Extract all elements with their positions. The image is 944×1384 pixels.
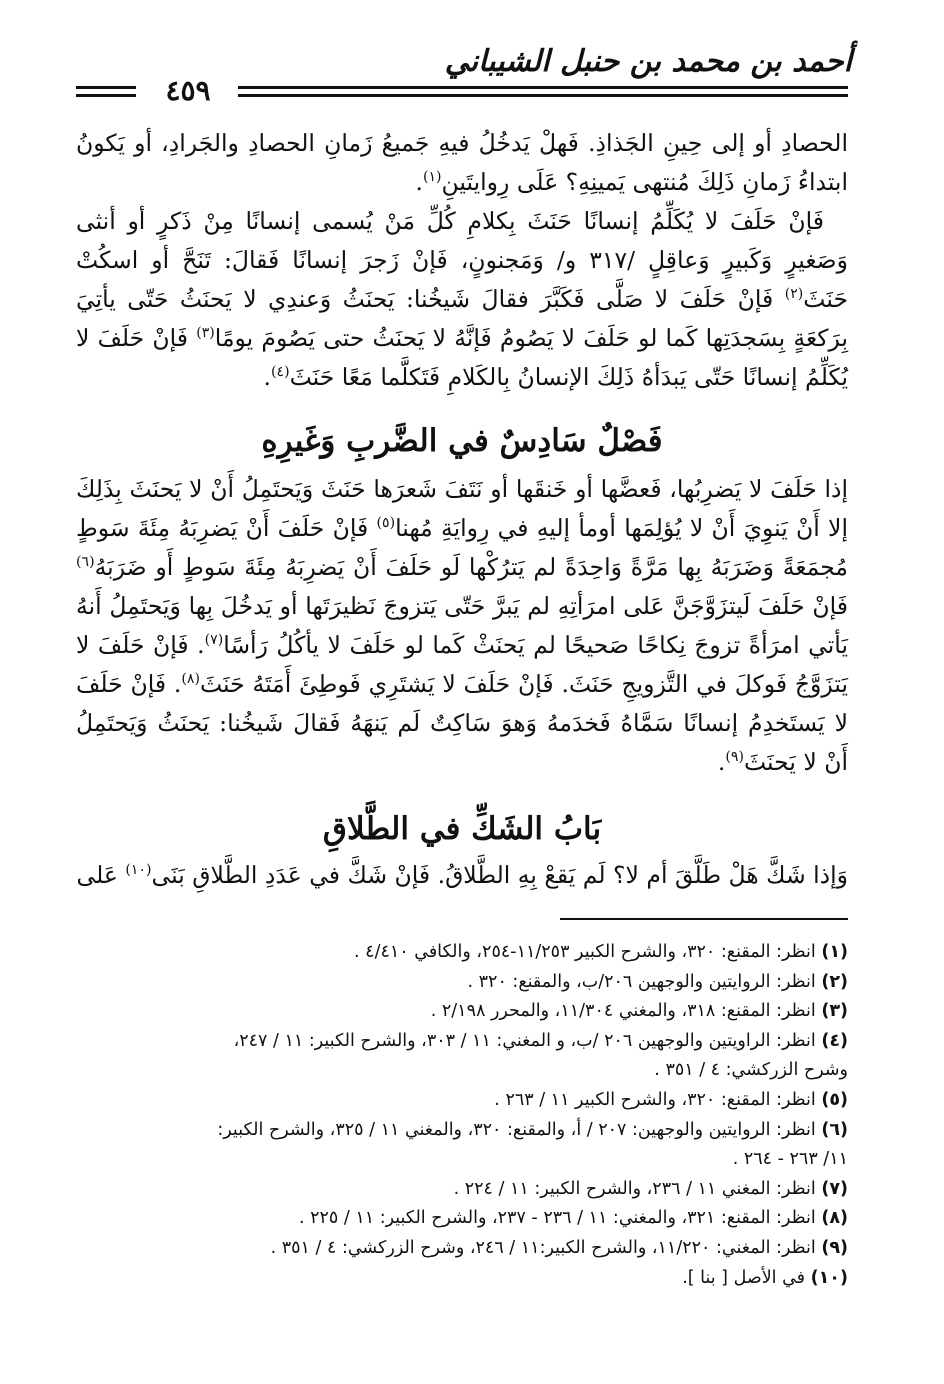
- section-heading-sixth-chapter: فَصْلٌ سَادِسٌ في الضَّربِ وَغَيرِهِ: [261, 423, 663, 459]
- paragraph-3: إذا حَلَفَ لا يَضرِبُها، فَعضَّها أو خَنقَها أو نَتَفَ شَعرَها حَنَثَ وَيَحتَمِلُ أَنْ لا يَحنَثَ بِذَلِكَ إلا أَنْ يَنوِيَ أَنْ لا يُؤلِمَها أومأ إليهِ في رِوايَةِ مُهنا$^{(٥)}$ فَإنْ حَلَفَ أَنْ يَضرِبَهُ مِئَةَ سَوطٍ مُجمَعَةً وَضَرَبَهُ بِها مَرَّةً وَاحِدَةً لم يَترُكْها لَو حَلَفَ أَنْ يَضرِبَهُ مِئَةَ سَوطٍ أَو ضَرَبَهُ$^{(٦)}$ فَإنْ حَلَفَ لَيتزَوَّجَنَّ عَلى امرَأتِهِ لم يَبرَّ حَتّى يَتزوجَ نَظيرَتَها أو يَدخُلَ بِها وَيَحتَمِلُ أَنهُ يَأتي امرَأةً تزوجَ نِكاحًا صَحيحًا لم يَحنَثْ كَما لو حَلَفَ لا يأكُلُ رَأسًا$^{(٧)}$. فَإنْ حَلَفَ لا يَتزَوَّجُ فَوكلَ في التَّزويجِ حَنَثَ. فَإنْ حَلَفَ لا يَشتَرِي فَوطِئَ أَمَتَهُ حَنَثَ$^{(٨)}$. فَإنْ حَلَفَ لا يَستَخدِمُ إنسانًا سَمَّاهُ فَخدَمهُ وَهوَ سَاكِتٌ لَم يَنهَهُ فَقالَ شَيخُنا: يَحنَثُ وَيَحتَمِلُ أَنْ لا يَحنَثَ$^{(٩)}$.: [76, 475, 848, 776]
- footnote-item: (٤) انظر: الراويتين والوجهين ٢٠٦ /ب، و المغني: ١١ / ٣٠٣، والشرح الكبير: ١١ / ٢٤٧،: [233, 1030, 848, 1051]
- footnote-item: (٩) انظر: المغني: ١١/٢٢٠، والشرح الكبير:١١ / ٢٤٦، وشرح الزركشي: ٤ / ٣٥١ .: [270, 1237, 848, 1258]
- footnotes: [76, 938, 848, 1293]
- footnote-continuation: وشرح الزركشي: ٤ / ٣٥١ .: [654, 1060, 848, 1081]
- footnote-ref-2[interactable]: (٢): [784, 286, 804, 303]
- footnote-item: (١) انظر: المقنع: ٣٢٠، والشرح الكبير ١١/٢٥٣-٢٥٤، والكافي ٤/٤١٠ .: [354, 942, 848, 962]
- footnote-separator: [560, 918, 848, 920]
- footnote-item: (٣) انظر: المقنع: ٣١٨، والمغني ١١/٣٠٤، والمحرر ٢/١٩٨ .: [430, 1001, 848, 1022]
- footnote-ref-7[interactable]: (٧): [204, 632, 224, 649]
- footnote-ref-6[interactable]: (٦): [76, 554, 95, 571]
- footnote-ref-5[interactable]: (٥): [376, 515, 396, 532]
- footnote-item: (٦) انظر: الروايتين والوجهين: ٢٠٧ / أ، والمقنع: ٣٢٠، والمغني ١١ / ٣٢٥، والشرح الكبير:: [217, 1119, 848, 1140]
- chapter-heading-doubt-in-divorce: بَابُ الشَكِّ في الطَّلاقِ: [322, 811, 602, 847]
- footnote-ref-8[interactable]: (٨): [181, 671, 200, 688]
- footnote-item: (٢) انظر: الروايتين والوجهين ٢٠٦/ب، والمقنع: ٣٢٠ .: [467, 971, 848, 992]
- body-section-2: [76, 470, 848, 782]
- body-section-3: [76, 856, 848, 895]
- footnote-ref-3[interactable]: (٣): [196, 325, 215, 342]
- paragraph-2: فَإنْ حَلَفَ لا يُكَلِّمُ إنسانًا حَنَثَ بِكلامِ كُلِّ مَنْ يُسمى إنسانًا مِنْ ذَكرٍ أو أنثى وَصَغيرٍ وَكَبيرٍ وَعاقِلٍ /٣١٧ و/ وَمَجنونٍ، فَإنْ زَجرَ إنسانًا فَقالَ: تَنَحَّ أو اسكُتْ حَنَثَ$^{(٢)}$ فَإنْ حَلَفَ لا صَلَّى فَكَبَّرَ فقالَ شَيخُنا: يَحنَثُ وَعندِي لا يَحنَثُ حَتّى يأتِيَ بِرَكعَةٍ بِسَجدَتِها كَما لو حَلَفَ لا يَصُومُ فَإنَّهُ لا يَحنَثُ حتى يَصُومَ يومًا$^{(٣)}$ فَإنْ حَلَفَ لا يُكَلِّمُ إنسانًا حَتّى يَبدَأهُ ذَلِكَ الإنسانُ بِالكَلامِ فَتَكلَّما مَعًا حَنَثَ$^{(٤)}$.: [76, 207, 848, 391]
- footnote-continuation: ١١/ ٢٦٣ - ٢٦٤ .: [732, 1149, 848, 1170]
- header-rule-left-bottom: [76, 94, 136, 97]
- body-section-1: [76, 124, 848, 397]
- header-rule-right-top: [238, 86, 848, 89]
- footnote-ref-1[interactable]: (١): [422, 169, 442, 186]
- paragraph-1: الحصادِ أو إلى حِينِ الجَذاذِ. فَهلْ يَدخُلُ فيهِ جَميعُ زَمانِ الحصادِ والجَرادِ، أو يَكونُ ابتداءُ زَمانِ ذَلِكَ مُنتهى يَمينِهِ؟ عَلَى رِوايتَينِ$^{(١)}$.: [76, 129, 848, 196]
- footnote-item: (٨) انظر: المقنع: ٣٢١، والمغني: ١١ / ٢٣٦ - ٢٣٧، والشرح الكبير: ١١ / ٢٢٥ .: [298, 1208, 848, 1229]
- footnote-item: (٥) انظر: المقنع: ٣٢٠، والشرح الكبير ١١ / ٢٦٣ .: [494, 1089, 848, 1110]
- header-rule-right-bottom: [238, 94, 848, 97]
- header-rule-left-top: [76, 86, 136, 89]
- footnote-ref-4[interactable]: (٤): [271, 364, 290, 381]
- page-number: ٤٥٩: [165, 74, 211, 107]
- footnote-ref-9[interactable]: (٩): [725, 749, 744, 766]
- footnote-item: (٧) انظر: المغني ١١ / ٢٣٦، والشرح الكبير: ١١ / ٢٢٤ .: [453, 1178, 848, 1199]
- footnote-item: (١٠) في الأصل [ بنا ].: [682, 1267, 848, 1288]
- paragraph-4: وَإذا شَكَّ هَلْ طَلَّقَ أم لا؟ لَم يَقعْ بِهِ الطَّلاقُ. فَإنْ شَكَّ في عَدَدِ الطَّلاقِ بَنَى$^{(١٠)}$ عَلى: [76, 861, 848, 889]
- running-title: أحمد بن محمد بن حنبل الشيباني: [444, 44, 852, 79]
- footnote-ref-10[interactable]: (١٠): [125, 862, 152, 879]
